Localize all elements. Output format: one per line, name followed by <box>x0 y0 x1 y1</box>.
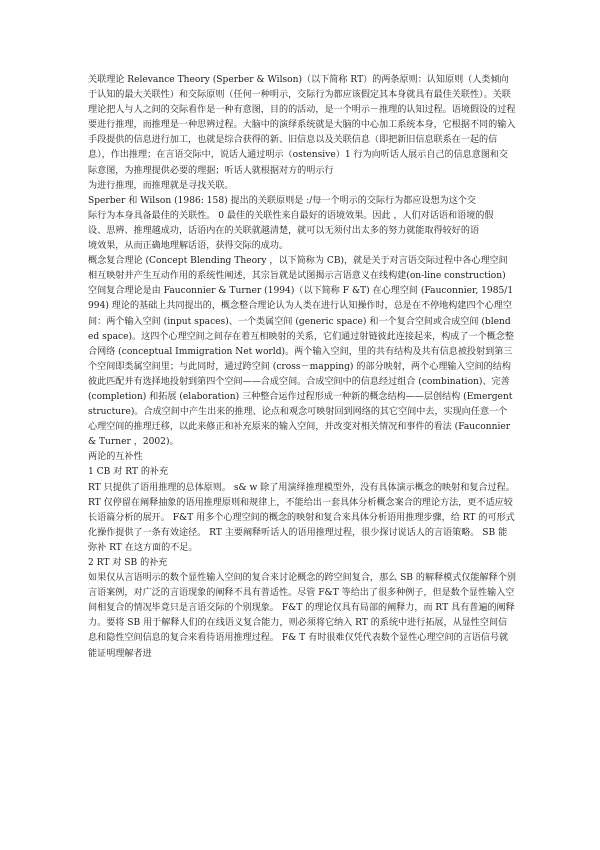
paragraph-relevance-principle: Sperber 和 Wilson (1986: 158) 提出的关联原则是 :/每一个明示的交际行为都应设想为这个交 <box>88 195 476 206</box>
section-title: 两论的互补性 <box>88 452 143 463</box>
subsection-title-1: 1 CB 对 RT 的补充 <box>88 467 169 478</box>
paragraph-relevance-principle-cont-3: 境效果，从而正确地理解话语，获得交际的成功。 <box>88 241 289 252</box>
subsection-title-2: 2 RT 对 SB 的补充 <box>88 558 168 568</box>
paragraph-relevance-principle-cont-2: 设、思辨、推理越成功，话语内在的关联就越清楚，就可以无须付出太多的努力就能取得较好的语 <box>88 225 480 236</box>
paragraph-concept-blending: 概念复合理论 (Concept Blending Theory ，以下简称为 CB)，就是关于对言语交际过程中各心理空间相互映射并产生互动作用的系统性阐述，其宗旨就是试图揭示言语意义在线构建(on-line construction) 空间复合理论是由 Fauconnier & Turner (1994)（以下简称 F &T) 在心理空间 (Fauconnier, 1985/1994) 理论的基础上共同提出的，概念整合理论认为人类在进行认知操作时，总是在不停地构建四个心理空间：两个输入空间 (input spaces)、一个类属空间 (generic space) 和一个复合空间或合成空间 (blended space)。这四个心理空间之间存在着互相映射的关系，它们通过射链彼此连接起来，构成了一个概念整合网络 (conceptual Immigration Net world)。两个输入空间，里的共有结构及共有信息被投射到第三个空间即类属空间里；与此同时，通过跨空间 (cross－mapping) 的部分映射，两个心理输入空间的结构彼此匹配并有选择地投射到第四个空间——合成空间。合成空间中的信息经过组合 (combination)、完善 (completion) 和拓展 (elaboration) 三种整合运作过程形成一种新的概念结构——层创结构 (Emergent structure)。合成空间中产生出来的推理、论点和观念可映射回到网络的其它空间中去，实现向任意一个心理空间的推理迁移，以此来修正和补充原来的输入空间，并改变对相关情况和事件的看法 (Fauconnier & Turner ，2002)。 <box>88 256 514 448</box>
paragraph-relevance-theory: 关联理论 Relevance Theory (Sperber & Wilson)（以下简称 RT）的两条原则：认知原则（人类倾向于认知的最大关联性）和交际原则（任何一种明示，交际行为都应该假定其本身就具有最佳关联性）。关联理论把人与人之间的交际看作是一种有意图，目的的活动，是一个明示－推理的认知过程。语境假设的过程要进行推理，而推理是一种思辨过程。大脑中的演绎系统就是大脑的中心加工系统本身，它根据不同的输入手段提供的信息进行加工，也就是综合获得的新、旧信息以及关联信息（即把新旧信息联系在一起的信息），作出推理；在言语交际中，说话人通过明示（ostensive）1 行为向听话人展示自己的信息意图和交际意图，为推理提供必要的理据；听话人就根据对方的明示行 <box>88 75 516 176</box>
paragraph-rt-complements-sb: 如果仅从言语明示的数个显性输入空间的复合来讨论概念的跨空间复合，那么 SB 的解释模式仅能解释个别言语案例，对广泛的言语现象的阐释不具有普适性。尽管 F&T 等给出了很多种例子，但是数个显性输入空间相复合的情况毕竟只是言语交际的个别现象。 F&T 的理论仅具有局部的阐释力，而 RT 具有普遍的阐释力。要将 SB 用于解释人们的在线语义复合能力，则必须将它纳入 RT 的系统中进行拓展，从显性空间信息和隐性空间信息的复合来看待语用推理过程。 F& T 有时很难仅凭代表数个显性心理空间的言语信号就能证明理解者进 <box>88 573 516 659</box>
paragraph-relevance-principle-cont-1: 际行为本身具备最佳的关联性。 0 最佳的关联性来自最好的语境效果。因此 ，人们对话语和语境的假 <box>88 210 494 221</box>
paragraph-cb-complements-rt: RT 只提供了语用推理的总体原则。 s& w 除了用演绎推理模型外，没有具体演示概念的映射和复合过程。 RT 仅停留在阐释抽象的语用推理原则和规律上，不能给出一套具体分析概念案合的理论方法，更不适应较长语篇分析的展开。 F&T 用多个心理空间的概念的映射和复合来具体分析语用推理步骤，给 RT 的可形式化操作提供了一条有效途径。 RT 主要阐释听话人的语用推理过程，很少探讨说话人的言语策略。 SB 能弥补 RT 在这方面的不足。 <box>88 482 515 553</box>
paragraph-relevance-continuation: 为进行推理，而推理就是寻找关联。 <box>88 180 234 191</box>
